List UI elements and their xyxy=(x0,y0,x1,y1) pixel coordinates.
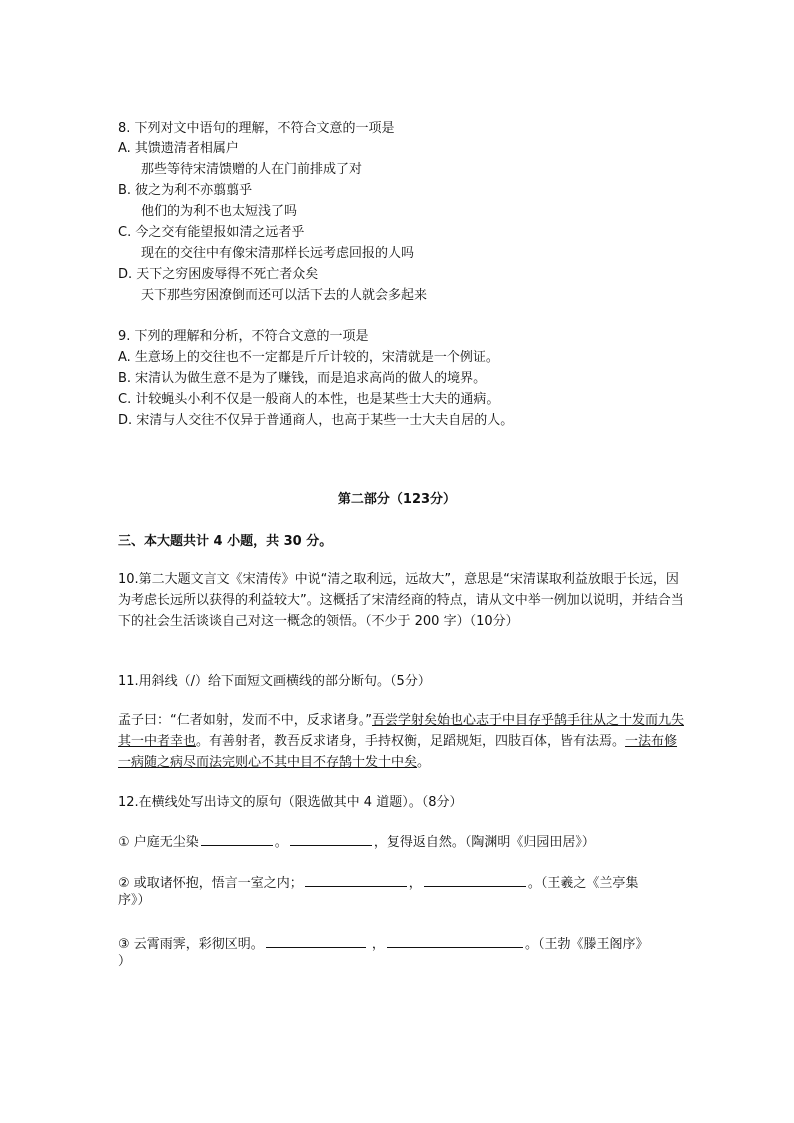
q8-option-b: B. 彼之为利不亦翦翦乎 xyxy=(118,183,253,198)
answer-blank[interactable] xyxy=(305,872,407,887)
q12-item-3-text-c: 。（王勃《滕王阁序》 xyxy=(524,937,649,952)
answer-blank[interactable] xyxy=(424,872,526,887)
q12-item-1-text-c: ，复得返自然。（陶渊明《归园田居》） xyxy=(373,835,595,850)
q8-option-b-explain: 他们的为利不也太短浅了吗 xyxy=(141,204,298,219)
answer-blank[interactable] xyxy=(266,933,366,948)
q8-option-d: D. 天下之穷困废辱得不死亡者众矣 xyxy=(118,267,319,282)
q10-text: 10.第二大题文言文《宋清传》中说“清之取利远，远故大”，意思是“宋清谋取利益放眼于长远，因为考虑长远所以获得的利益较大”。这概括了宋清经商的特点，请从文中举一例加以说明，并结合当下的社会生活谈谈自己对这一概念的领悟。（不少于 200 字）（10分） xyxy=(118,572,684,629)
q12-item-3 xyxy=(118,933,648,955)
q12-item-1-text-b: 。 xyxy=(274,835,288,850)
part2-title: 第二部分（123分） xyxy=(337,492,457,507)
q11-underlined-1: 吾尝学射矣始也心志于中目存乎鹄手往从之十发而九失其一中者幸也 xyxy=(118,713,684,749)
q12-item-1-text-a: ① 户庭无尘染 xyxy=(118,835,199,850)
q12-item-2-cont: 序》） xyxy=(118,893,151,908)
q12-item-2-text-c: 。（王羲之《兰亭集 xyxy=(527,876,639,891)
q8-option-a-explain: 那些等待宋清馈赠的人在门前排成了对 xyxy=(141,162,363,177)
q12-item-3-text-b: ， xyxy=(367,937,385,952)
q9-option-c: C. 计较蝇头小利不仅是一般商人的本性，也是某些士大夫的通病。 xyxy=(118,392,500,407)
q11-plain-3: 。 xyxy=(417,755,431,770)
q12-item-2 xyxy=(118,872,638,894)
q11-stem: 11.用斜线（/）给下面短文画横线的部分断句。（5分） xyxy=(118,674,431,689)
q12-item-3-cont: ） xyxy=(118,954,132,969)
q9-option-b: B. 宋清认为做生意不是为了赚钱，而是追求高尚的做人的境界。 xyxy=(118,371,487,386)
q12-item-2-text-a: ② 或取诸怀抱，悟言一室之内； xyxy=(118,876,303,891)
q11-underlined-2: 一法布修一病随之病尽而法完则心不其中目不存鹄十发十中矣 xyxy=(118,734,678,770)
q11-plain-1: 孟子曰：“仁者如射，发而不中，反求诸身。” xyxy=(118,713,372,728)
answer-blank[interactable] xyxy=(387,933,523,948)
q12-item-1 xyxy=(118,831,595,853)
q11-plain-2: 。有善射者，教吾反求诸身，手持权衡，足蹈规矩，四肢百体，皆有法焉。 xyxy=(196,734,626,749)
q9-option-a: A. 生意场上的交往也不一定都是斤斤计较的，宋清就是一个例证。 xyxy=(118,350,499,365)
q9-option-d: D. 宋清与人交往不仅异于普通商人，也高于某些一士大夫自居的人。 xyxy=(118,413,514,428)
q9-stem: 9. 下列的理解和分析，不符合文意的一项是 xyxy=(118,329,369,344)
answer-blank[interactable] xyxy=(201,831,273,846)
q11-passage xyxy=(118,710,690,773)
q12-item-3-text-a: ③ 云霄雨霁，彩彻区明。 xyxy=(118,937,264,952)
q8-option-d-explain: 天下那些穷困潦倒而还可以活下去的人就会多起来 xyxy=(141,288,428,303)
q8-option-a: A. 其馈遗清者相属户 xyxy=(118,141,239,156)
q8-stem: 8. 下列对文中语句的理解，不符合文意的一项是 xyxy=(118,121,395,136)
answer-blank[interactable] xyxy=(290,831,372,846)
q8-option-c-explain: 现在的交往中有像宋清那样长远考虑回报的人吗 xyxy=(141,246,415,261)
section3-title: 三、本大题共计 4 小题，共 30 分。 xyxy=(118,534,333,549)
q12-item-2-text-b: ， xyxy=(408,876,422,891)
q12-stem: 12.在横线处写出诗文的原句（限选做其中 4 道题）。（8分） xyxy=(118,795,463,810)
q8-option-c: C. 今之交有能望报如清之远者乎 xyxy=(118,225,305,240)
